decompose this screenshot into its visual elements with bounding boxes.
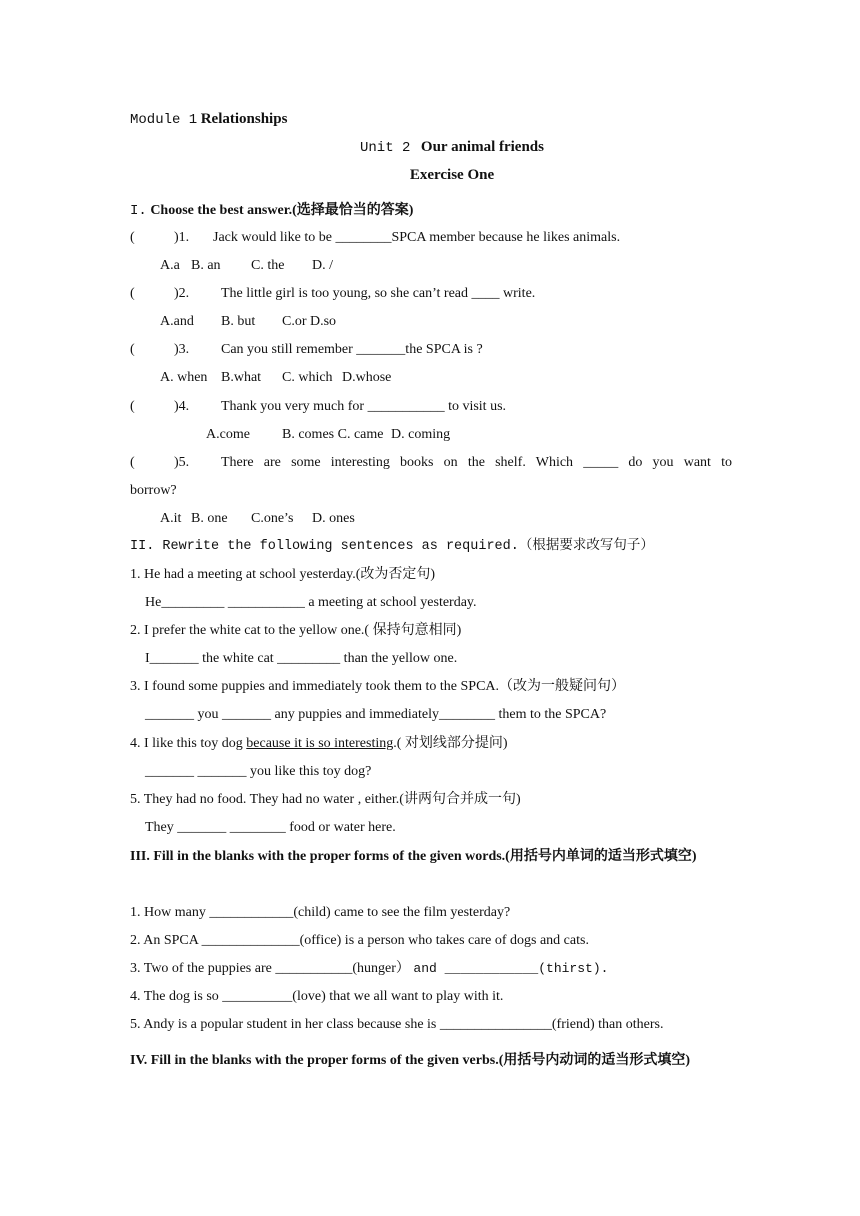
- option-a: A.come: [206, 427, 250, 442]
- rewrite-1-question: 1. He had a meeting at school yesterday.(改为否定句): [130, 567, 436, 582]
- question-4: [130, 398, 507, 416]
- rewrite-4-prefix: 4. I like this toy dog: [130, 736, 247, 751]
- unit-prefix: Unit 2: [360, 140, 411, 156]
- fill-word-3-main: 3. Two of the puppies are ___________(hunger）: [130, 961, 410, 976]
- option-b: B. but: [221, 314, 256, 329]
- option-a: A. when: [160, 370, 208, 385]
- question-text: Can you still remember _______the SPCA is ?: [221, 342, 483, 357]
- question-number: )2.: [174, 286, 190, 301]
- option-c: C. which: [282, 370, 333, 385]
- option-c: C. the: [251, 258, 285, 273]
- answer-bracket-open: (: [130, 342, 135, 357]
- question-number: )1.: [174, 230, 190, 245]
- fill-word-3: [130, 960, 734, 978]
- option-c: C.or D.so: [282, 314, 337, 329]
- rewrite-3-answer: _______ you _______ any puppies and immediately________ them to the SPCA?: [145, 707, 607, 722]
- question-text: The little girl is too young, so she can’t read ____ write.: [221, 286, 536, 301]
- answer-bracket-open: (: [130, 286, 135, 301]
- option-a: A.and: [160, 314, 194, 329]
- option-d: D. ones: [312, 511, 355, 526]
- option-c: C.one’s: [251, 511, 294, 526]
- rewrite-4-underlined: because it is so interesting: [246, 736, 394, 751]
- rewrite-3-question: 3. I found some puppies and immediately took them to the SPCA.（改为一般疑问句）: [130, 679, 626, 694]
- unit-title: Our animal friends: [420, 139, 544, 155]
- question-text: Thank you very much for ___________ to visit us.: [221, 399, 507, 414]
- option-d: D. coming: [391, 427, 451, 442]
- section1-heading-text: Choose the best answer.(选择最恰当的答案): [150, 203, 414, 218]
- exercise-title: Exercise One: [409, 167, 495, 183]
- answer-bracket-open: (: [130, 230, 135, 245]
- rewrite-2-question: 2. I prefer the white cat to the yellow one.( 保持句意相同): [130, 623, 462, 638]
- module-title: Relationships: [200, 111, 288, 127]
- option-b: B. one: [191, 511, 228, 526]
- section1-heading: [130, 202, 734, 220]
- section2-heading: II. Rewrite the following sentences as required.（根据要求改写句子）: [130, 539, 654, 554]
- question-3: [130, 341, 483, 359]
- question-2: [130, 285, 536, 303]
- question-number: )4.: [174, 399, 190, 414]
- question-5: [130, 454, 732, 472]
- question-5-cont: borrow?: [130, 483, 177, 498]
- rewrite-4-question: [130, 735, 734, 753]
- question-text: Jack would like to be ________SPCA member because he likes animals.: [213, 230, 621, 245]
- option-a: A.it: [160, 511, 182, 526]
- answer-bracket-open: (: [130, 399, 135, 414]
- option-d: D. /: [312, 258, 333, 273]
- fill-word-5: 5. Andy is a popular student in her class because she is ________________(friend) than others.: [130, 1017, 664, 1032]
- module-heading: [130, 110, 734, 129]
- section4-heading: IV. Fill in the blanks with the proper forms of the given verbs.(用括号内动词的适当形式填空): [130, 1053, 691, 1068]
- fill-word-3-tail: and ____________(thirst).: [413, 961, 609, 976]
- answer-bracket-open: (: [130, 455, 135, 470]
- option-b: B. comes C. came: [282, 427, 384, 442]
- rewrite-5-answer: They _______ ________ food or water here.: [145, 820, 396, 835]
- fill-word-1: 1. How many ____________(child) came to see the film yesterday?: [130, 905, 511, 920]
- option-d: D.whose: [342, 370, 392, 385]
- section1-num: I.: [130, 203, 147, 219]
- question-1: [130, 229, 621, 247]
- option-a: A.a: [160, 258, 180, 273]
- section3-heading: III. Fill in the blanks with the proper forms of the given words.(用括号内单词的适当形式填空): [130, 849, 697, 864]
- rewrite-4-suffix: .( 对划线部分提问): [393, 736, 508, 751]
- rewrite-5-question: 5. They had no food. They had no water , either.(讲两句合并成一句): [130, 792, 521, 807]
- question-number: )5.: [174, 455, 190, 470]
- rewrite-2-answer: I_______ the white cat _________ than the yellow one.: [145, 651, 458, 666]
- option-b: B. an: [191, 258, 221, 273]
- unit-heading: [130, 138, 774, 157]
- option-b: B.what: [221, 370, 262, 385]
- rewrite-1-answer: He_________ ___________ a meeting at school yesterday.: [145, 595, 477, 610]
- fill-word-2: 2. An SPCA ______________(office) is a person who takes care of dogs and cats.: [130, 933, 589, 948]
- question-number: )3.: [174, 342, 190, 357]
- fill-word-4: 4. The dog is so __________(love) that we all want to play with it.: [130, 989, 504, 1004]
- question-text: There are some interesting books on the shelf. Which _____ do you want to: [221, 455, 732, 470]
- module-prefix: Module 1: [130, 112, 198, 128]
- rewrite-4-answer: _______ _______ you like this toy dog?: [145, 764, 372, 779]
